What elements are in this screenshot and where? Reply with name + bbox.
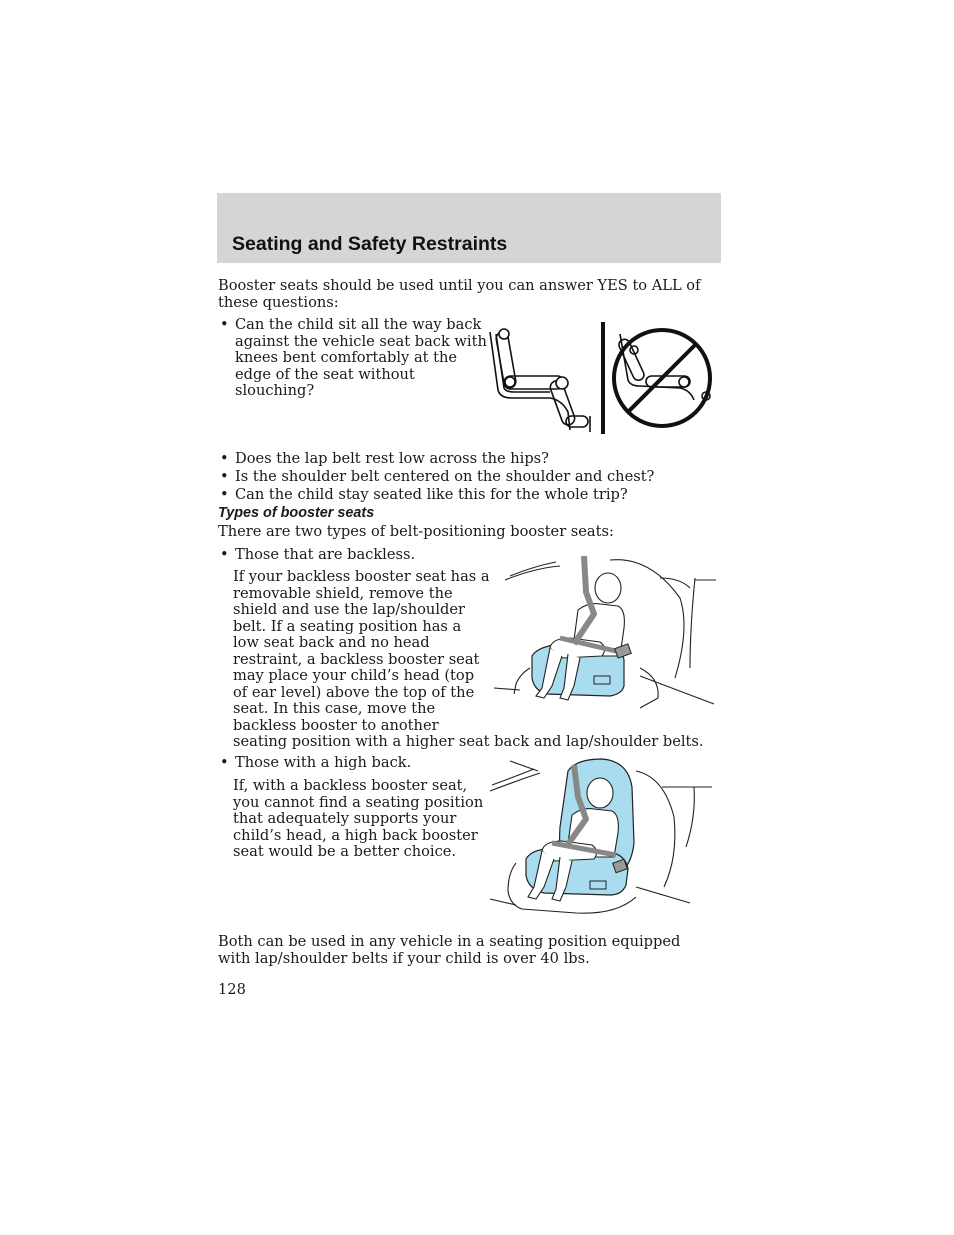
highback-line: that adequately supports your (233, 810, 457, 827)
backless-line: shield and use the lap/shoulder (233, 601, 465, 618)
highback-line: you cannot find a seating position (233, 793, 484, 811)
bullet-glyph: • (220, 486, 229, 503)
backless-line: seat. In this case, move the (233, 700, 436, 717)
highback-item: Those with a high back. (235, 754, 412, 771)
bullet-glyph: • (220, 450, 229, 467)
highback-line: If, with a backless booster seat, (233, 777, 468, 794)
question-1-line: Can the child sit all the way back (235, 316, 482, 333)
page-number: 128 (218, 981, 246, 998)
posture-diagram (484, 320, 724, 440)
backless-booster-illustration (490, 548, 720, 728)
backless-line: of ear level) above the top of the (233, 683, 475, 701)
section-title: Seating and Safety Restraints (232, 233, 508, 255)
highback-booster-illustration (486, 757, 716, 917)
types-heading: Types of booster seats (218, 505, 375, 521)
backless-line: belt. If a seating position has a (233, 617, 462, 635)
highback-line: child’s head, a high back booster (233, 826, 478, 844)
intro-paragraph: Booster seats should be used until you can answer YES to ALL of these questions: (218, 277, 701, 311)
types-intro: There are two types of belt-positioning booster seats: (218, 523, 614, 540)
question-1-line: edge of the seat without (235, 365, 415, 383)
backless-line: seating position with a higher seat back and lap/shoulder belts. (233, 733, 704, 750)
section-header (217, 193, 721, 263)
backless-line: may place your child’s head (top (233, 667, 475, 684)
closing-paragraph: Both can be used in any vehicle in a seating position equipped with lap/shoulder belts if your child is over 40 lbs. (218, 933, 681, 967)
backless-line: removable shield, remove the (233, 584, 453, 602)
question-1-line: slouching? (235, 382, 315, 399)
bullet-glyph: • (220, 316, 229, 333)
bullet-glyph: • (220, 754, 229, 771)
backless-line: low seat back and no head (233, 634, 430, 651)
highback-paragraph (233, 778, 483, 861)
question-1-line: knees bent comfortably at the (235, 349, 458, 366)
bullet-glyph: • (220, 468, 229, 485)
backless-line: backless booster to another (233, 716, 439, 734)
backless-line: If your backless booster seat has a (233, 568, 490, 585)
question-2: Does the lap belt rest low across the hips? (235, 450, 549, 467)
question-1-line: against the vehicle seat back with (235, 332, 487, 350)
question-4: Can the child stay seated like this for the whole trip? (235, 486, 628, 503)
bullet-glyph: • (220, 546, 229, 563)
question-3: Is the shoulder belt centered on the shoulder and chest? (235, 468, 655, 485)
backless-line: restraint, a backless booster seat (233, 650, 480, 668)
question-1 (235, 317, 487, 400)
backless-item: Those that are backless. (235, 546, 416, 563)
highback-line: seat would be a better choice. (233, 843, 457, 860)
